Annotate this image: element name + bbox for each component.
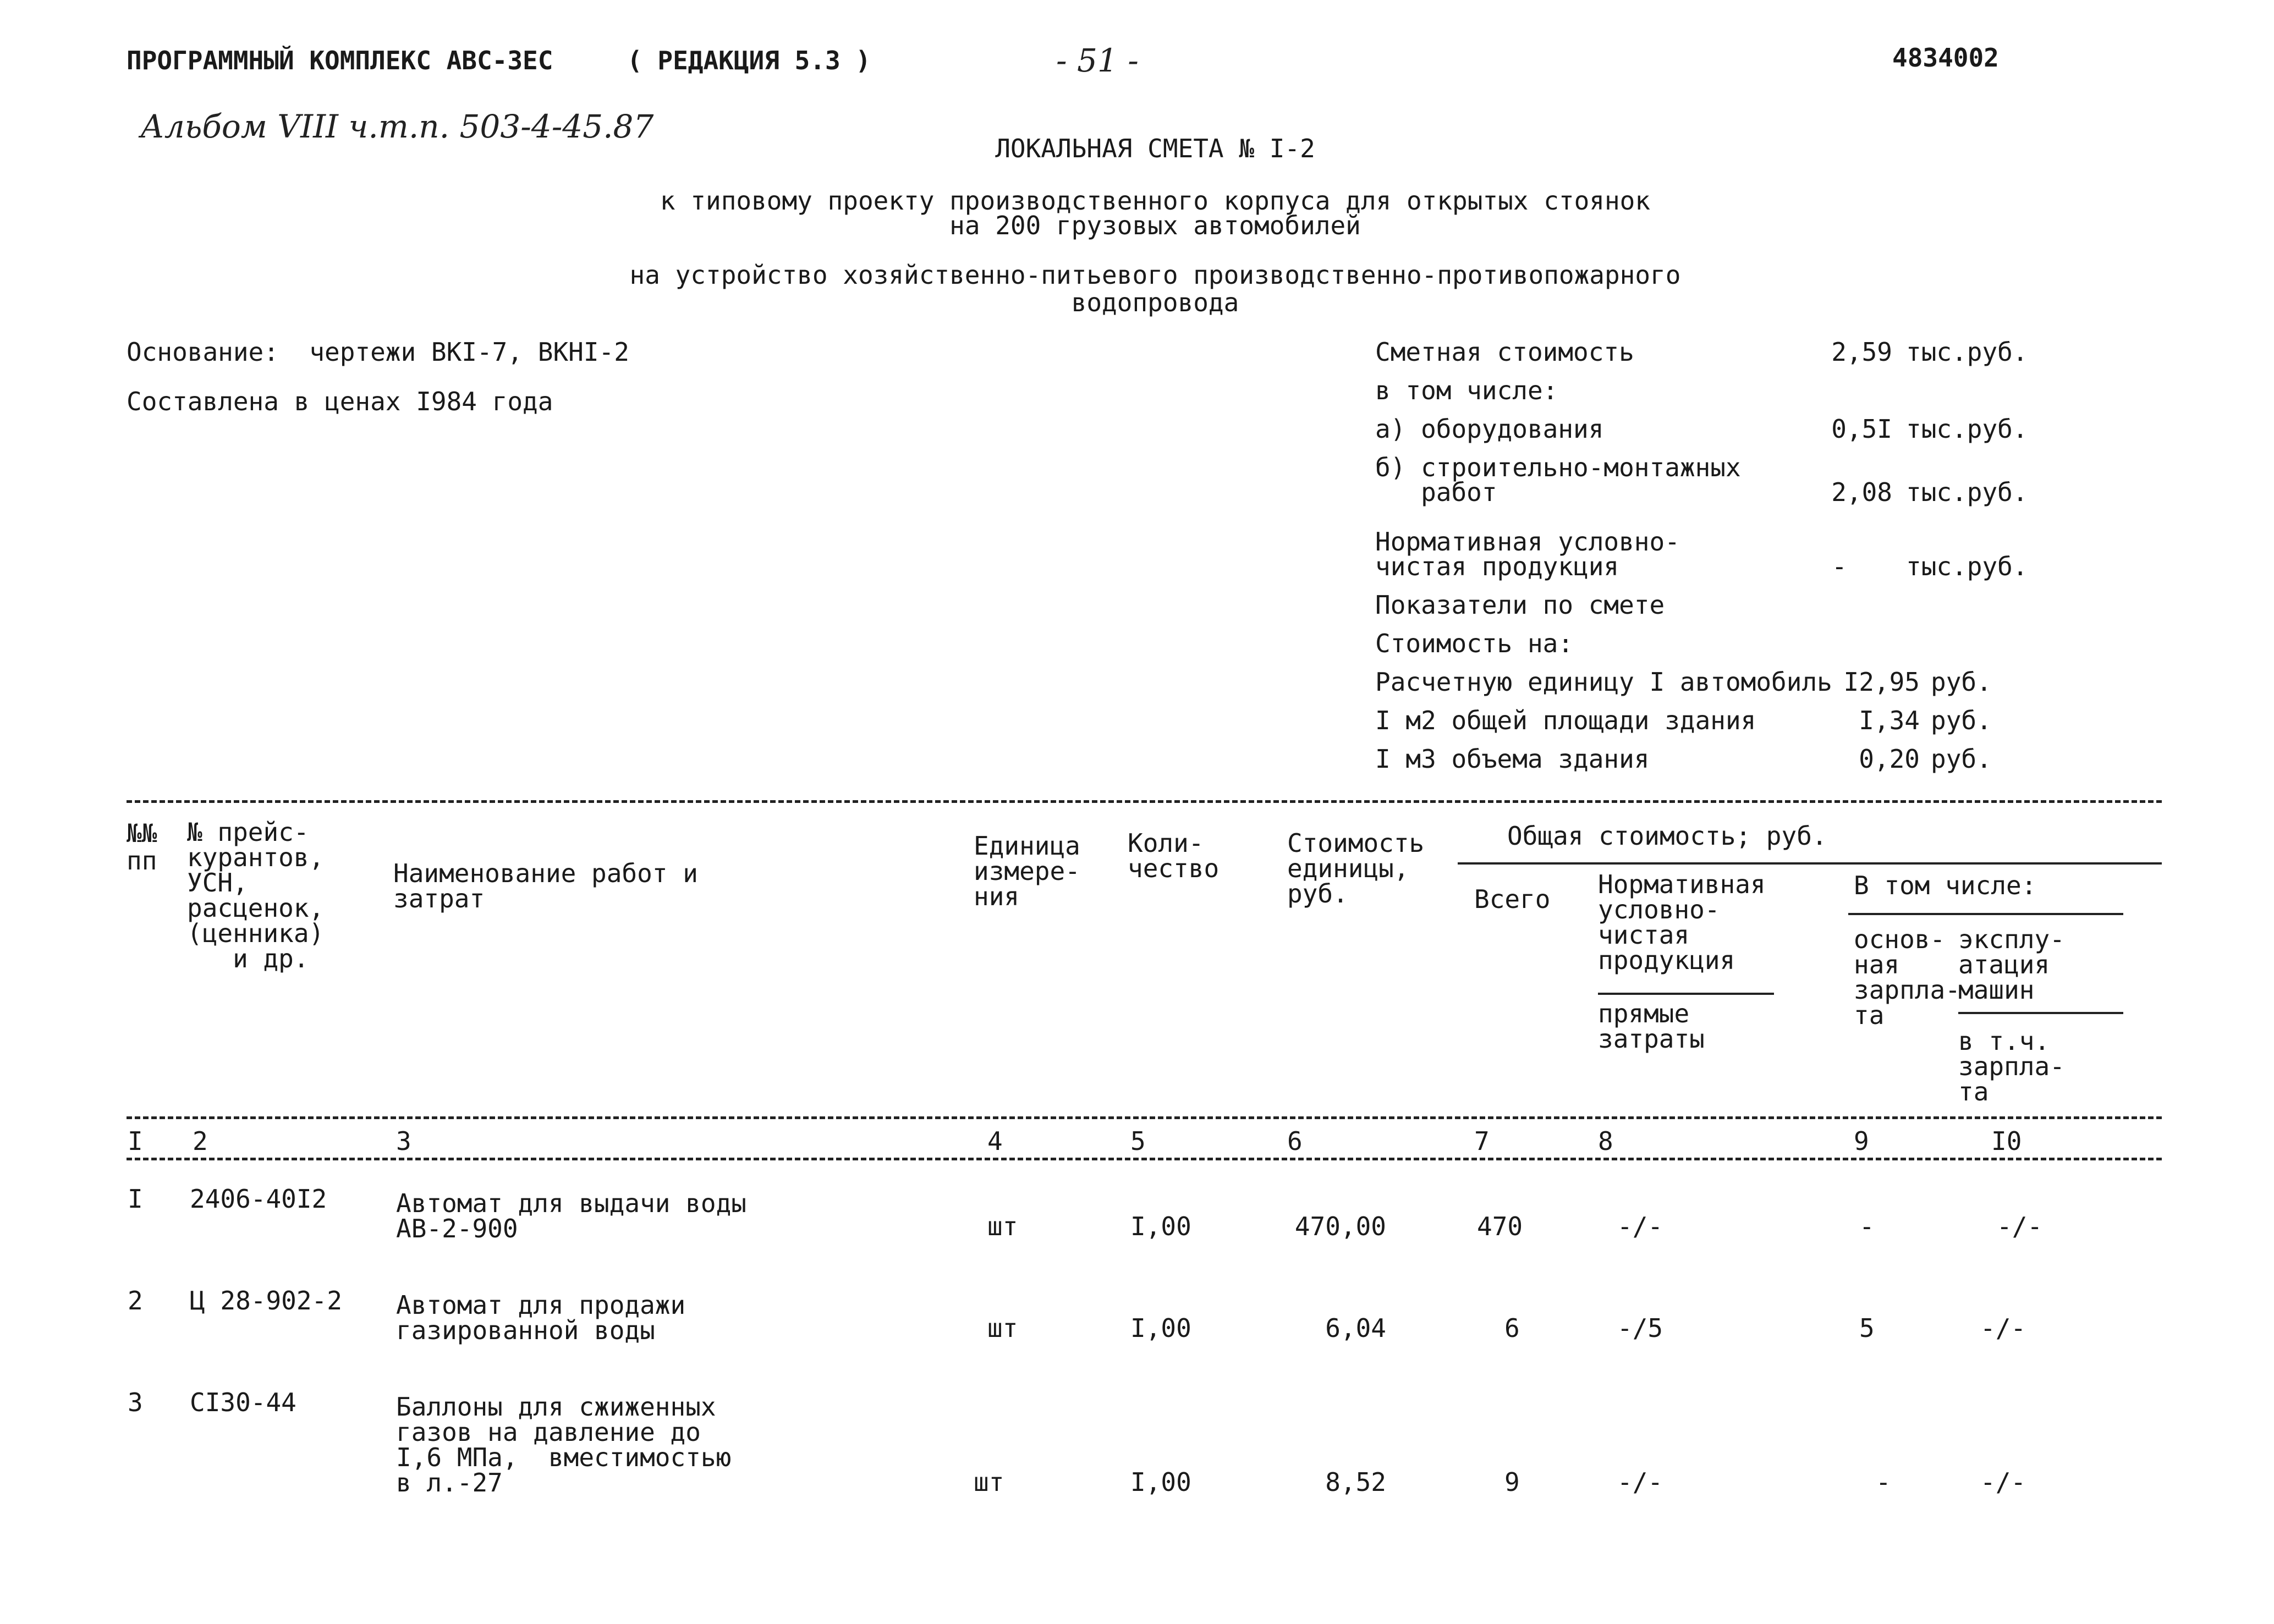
summary-unit: тыс.руб. xyxy=(1906,552,2028,581)
row-unit-price: 8,52 xyxy=(1325,1467,1386,1497)
summary-label: Стоимость на: xyxy=(1375,629,1574,658)
summary-unit: руб. xyxy=(1931,706,1992,735)
basis-prices: Составлена в ценах I984 года xyxy=(127,387,553,416)
header-incl-salary: в т.ч. зарпла- та xyxy=(1958,1026,2065,1106)
summary-unit: руб. xyxy=(1931,744,1992,774)
header-total: Всего xyxy=(1474,884,1551,914)
header-direct-costs: прямые затраты xyxy=(1598,999,1705,1054)
row-name: Автомат для продажи газированной воды xyxy=(396,1290,686,1345)
header-including: В том числе: xyxy=(1854,871,2037,900)
header-net-product: Нормативная условно- чистая продукция xyxy=(1598,869,1766,975)
row-base-salary: - xyxy=(1876,1467,1891,1497)
header-row-number: №№ пп xyxy=(127,818,157,876)
summary-value: 2,59 xyxy=(1831,337,1892,367)
row-unit-price: 6,04 xyxy=(1325,1313,1386,1343)
row-quantity: I,00 xyxy=(1130,1467,1191,1497)
column-number: 6 xyxy=(1287,1126,1303,1156)
column-number: I xyxy=(128,1126,143,1156)
table-header-bottom-rule xyxy=(127,1116,2162,1119)
row-machine-operation: -/- xyxy=(1997,1212,2043,1241)
summary-value: 0,5I xyxy=(1831,414,1892,444)
summary-label: работ xyxy=(1375,477,1497,507)
summary-value: 0,20 xyxy=(1859,744,1920,774)
program-name: ПРОГРАММНЫЙ КОМПЛЕКС АВС-ЗЕС xyxy=(127,46,553,75)
summary-value: 2,08 xyxy=(1831,477,1892,507)
summary-label: I м2 общей площади здания xyxy=(1375,706,1756,735)
row-quantity: I,00 xyxy=(1130,1313,1191,1343)
header-total-group: Общая стоимость; руб. xyxy=(1507,821,1827,851)
row-number: 2 xyxy=(128,1286,143,1315)
row-net-product: -/- xyxy=(1617,1212,1663,1241)
column-number: 4 xyxy=(987,1126,1003,1156)
row-total: 6 xyxy=(1504,1313,1520,1343)
title-line-2: на 200 грузовых автомобилей xyxy=(949,211,1361,240)
page-number: - 51 - xyxy=(1056,42,1139,79)
header-work-name: Наименование работ и затрат xyxy=(393,858,698,913)
summary-label: Сметная стоимость xyxy=(1375,337,1634,367)
including-rule xyxy=(1848,913,2123,915)
summary-unit: руб. xyxy=(1931,667,1992,697)
summary-value: I,34 xyxy=(1859,706,1920,735)
column-number: 9 xyxy=(1854,1126,1869,1156)
basis-foundation: Основание: чертежи ВКI-7, ВКНI-2 xyxy=(127,337,629,367)
row-number: I xyxy=(128,1184,143,1214)
row-number: 3 xyxy=(128,1388,143,1417)
header-price-list: № прейс- курантов, УСН, расценок, (ценника) и др. xyxy=(187,817,325,973)
summary-label: I м3 объема здания xyxy=(1375,744,1650,774)
row-name: Баллоны для сжиженных газов на давление до I,6 МПа, вместимостью в л.-27 xyxy=(396,1392,732,1498)
title-line-3: на устройство хозяйственно-питьевого производственно-противопожарного xyxy=(629,260,1681,290)
row-unit: шт xyxy=(987,1212,1018,1241)
summary-label: чистая продукция xyxy=(1375,552,1619,581)
column-number: 5 xyxy=(1130,1126,1146,1156)
summary-label: Расчетную единицу I автомобиль xyxy=(1375,667,1832,697)
row-unit-price: 470,00 xyxy=(1294,1212,1386,1241)
edition-label: ( РЕДАКЦИЯ 5.3 ) xyxy=(627,46,871,75)
row-code: СI30-44 xyxy=(190,1388,296,1417)
column-number: I0 xyxy=(1991,1126,2022,1156)
summary-label: а) оборудования xyxy=(1375,414,1604,444)
row-machine-operation: -/- xyxy=(1980,1313,2026,1343)
row-quantity: I,00 xyxy=(1130,1212,1191,1241)
row-total: 470 xyxy=(1477,1212,1523,1241)
header-unit-cost: Стоимость единицы, руб. xyxy=(1287,828,1425,909)
document-code: 4834002 xyxy=(1892,43,1999,73)
header-machine-operation: эксплу- атация машин xyxy=(1958,924,2065,1005)
summary-value: - xyxy=(1832,552,1847,581)
row-total: 9 xyxy=(1504,1467,1520,1497)
c8-split-rule xyxy=(1598,993,1774,995)
header-quantity: Коли- чество xyxy=(1128,828,1220,883)
row-unit: шт xyxy=(974,1467,1004,1497)
title-line-1: к типовому проекту производственного корпуса для открытых стоянок xyxy=(660,186,1651,216)
column-number-rule xyxy=(127,1158,2162,1160)
row-machine-operation: -/- xyxy=(1980,1467,2026,1497)
summary-label: в том числе: xyxy=(1375,376,1558,405)
row-net-product: -/5 xyxy=(1617,1313,1663,1343)
album-note: Альбом VIII ч.т.п. 503-4-45.87 xyxy=(140,108,654,145)
summary-unit: тыс.руб. xyxy=(1906,337,2028,367)
c10-split-rule xyxy=(1958,1012,2123,1014)
header-base-salary: основ- ная зарпла- та xyxy=(1854,924,1960,1030)
column-number: 8 xyxy=(1598,1126,1613,1156)
estimate-title: ЛОКАЛЬНАЯ СМЕТА № I-2 xyxy=(995,134,1315,163)
summary-label: Нормативная условно- xyxy=(1375,527,1680,557)
title-line-4: водопровода xyxy=(1071,288,1239,317)
summary-label: б) строительно-монтажных xyxy=(1375,453,1741,482)
summary-unit: тыс.руб. xyxy=(1906,414,2028,444)
summary-unit: тыс.руб. xyxy=(1906,477,2028,507)
header-unit: Единица измере- ния xyxy=(974,831,1080,911)
row-code: 2406-40I2 xyxy=(190,1184,327,1214)
row-unit: шт xyxy=(987,1313,1018,1343)
row-code: Ц 28-902-2 xyxy=(190,1286,342,1315)
row-net-product: -/- xyxy=(1617,1467,1663,1497)
total-group-rule xyxy=(1458,862,2162,865)
column-number: 3 xyxy=(396,1126,411,1156)
row-base-salary: 5 xyxy=(1859,1313,1875,1343)
table-top-rule xyxy=(127,800,2162,803)
row-base-salary: - xyxy=(1859,1212,1875,1241)
column-number: 7 xyxy=(1474,1126,1490,1156)
summary-value: I2,95 xyxy=(1843,667,1920,697)
summary-label: Показатели по смете xyxy=(1375,590,1665,620)
column-number: 2 xyxy=(193,1126,208,1156)
row-name: Автомат для выдачи воды АВ-2-900 xyxy=(396,1188,746,1243)
